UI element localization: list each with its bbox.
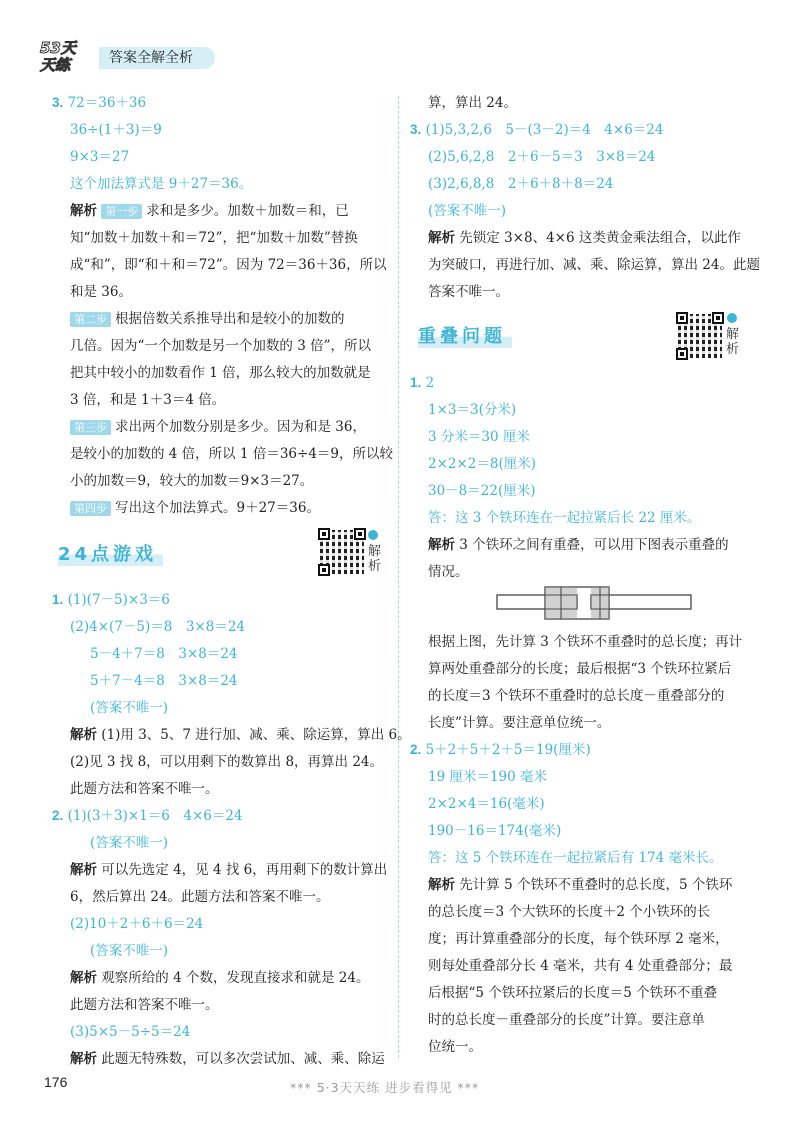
step-tag: 第三步 <box>70 420 111 435</box>
text-line: 位统一。 <box>428 1039 482 1055</box>
overlap-diagram <box>495 585 695 623</box>
header-title: 答案全解全析 <box>99 47 215 69</box>
q-number: 2. <box>410 742 422 757</box>
play-icon <box>368 530 378 540</box>
text-line: 3 倍，和是 1＋3＝4 倍。 <box>70 392 226 408</box>
answer-line: 9×3＝27 <box>70 149 130 165</box>
text-line: 和是 36。 <box>70 284 132 300</box>
answer-line: (3)5×5－5÷5＝24 <box>70 1024 191 1040</box>
text-line: 写出这个加法算式。9＋27＝36。 <box>115 500 320 516</box>
answer-line: (答案不唯一) <box>90 700 169 716</box>
footer-slogan: *** 5·3天天练 进步看得见 *** <box>290 1080 480 1095</box>
text-line: 观察所给的 4 个数，发现直接求和就是 24。 <box>101 970 370 986</box>
qr-code <box>318 528 366 576</box>
text-line: 求和是多少。加数＋加数＝和，已 <box>146 203 349 219</box>
text-line: 则每处重叠部分长 4 毫米，共有 4 处重叠部分；最 <box>428 958 733 974</box>
column-divider <box>398 96 399 1058</box>
section-title: 24点游戏 <box>58 540 163 566</box>
answer-line: (3)2,6,8,8 2＋6＋8＋8＝24 <box>428 176 614 192</box>
text-line: 是较小的加数的 4 倍，所以 1 倍＝36÷4＝9，所以较 <box>70 446 394 462</box>
text-line: 此题方法和答案不唯一。 <box>70 781 219 797</box>
text-line: 此题无特殊数，可以多次尝试加、减、乘、除运 <box>101 1051 385 1067</box>
text-line: 可以先选定 4，见 4 找 6，再用剩下的数计算出 <box>101 862 388 878</box>
q-number: 3. <box>410 122 422 137</box>
text-line: 成“和”，即“和＋和＝72”。因为 72＝36＋36，所以 <box>70 257 387 273</box>
answer-line: 这个加法算式是 9＋27＝36。 <box>70 176 253 192</box>
answer-line: 30－8＝22(厘米) <box>428 483 536 499</box>
q-number: 3. <box>52 95 64 110</box>
answer-line: 5－4＋7＝8 3×8＝24 <box>90 646 238 662</box>
analysis-label: 解析 <box>70 727 97 743</box>
text-line: 的总长度＝3 个大铁环的长度＋2 个小铁环的长 <box>428 904 711 920</box>
analysis-label: 解析 <box>70 203 97 219</box>
text-line: 小的加数＝9，较大的加数＝9×3＝27。 <box>70 473 314 489</box>
answer-line: 1×3＝3(分米) <box>428 402 517 418</box>
text-line: 算两处重叠部分的长度；最后根据“3 个铁环拉紧后 <box>428 661 732 677</box>
text-line: 先计算 5 个铁环不重叠时的总长度，5 个铁环 <box>459 877 733 893</box>
analysis-label: 解析 <box>70 1051 97 1067</box>
answer-line: 3 分米＝30 厘米 <box>428 429 530 445</box>
text-line: (1)用 3、5、7 进行加、减、乘、除运算，算出 6。 <box>101 727 411 743</box>
logo <box>40 40 100 76</box>
text-line: 为突破口，再进行加、减、乘、除运算，算出 24。此题 <box>428 257 760 273</box>
answer-line: 190－16＝174(毫米) <box>428 823 562 839</box>
text-line: 长度”计算。要注意单位统一。 <box>428 715 611 731</box>
q-number: 2. <box>52 808 64 823</box>
qr-label: 解析 <box>726 327 740 357</box>
answer-line: 2×2×2＝8(厘米) <box>428 456 537 472</box>
text-line: 度；再计算重叠部分的长度，每个铁环厚 2 毫米， <box>428 931 729 947</box>
answer-line: (2)10＋2＋6＋6＝24 <box>70 916 204 932</box>
answer-line: (2)5,6,2,8 2＋6－5＝3 3×8＝24 <box>428 149 656 165</box>
text-line: 答案不唯一。 <box>428 284 509 300</box>
answer-line: (1)(7－5)×3＝6 <box>67 592 170 608</box>
text-line: (2)见 3 找 8，可以用剩下的数算出 8，再算出 24。 <box>70 754 384 770</box>
answer-line: 19 厘米＝190 毫米 <box>428 769 548 785</box>
answer-line: (2)4×(7－5)＝8 3×8＝24 <box>70 619 245 635</box>
text-line: 根据上图，先计算 3 个铁环不重叠时的总长度；再计 <box>428 634 743 650</box>
qr-code <box>676 312 724 360</box>
analysis-label: 解析 <box>70 970 97 986</box>
answer-line: (答案不唯一) <box>90 943 169 959</box>
text-line: 后根据“5 个铁环拉紧后的长度＝5 个铁环不重叠 <box>428 985 718 1001</box>
answer-line: 答：这 3 个铁环连在一起拉紧后长 22 厘米。 <box>428 510 701 526</box>
text-line: 求出两个加数分别是多少。因为和是 36， <box>115 419 366 435</box>
analysis-label: 解析 <box>428 537 455 553</box>
answer-line: 2×2×4＝16(毫米) <box>428 796 545 812</box>
text-line: 情况。 <box>428 564 469 580</box>
section-title: 重叠问题 <box>418 322 512 348</box>
answer-line: 答：这 5 个铁环连在一起拉紧后有 174 毫米长。 <box>428 850 723 866</box>
qr-label: 解析 <box>368 544 382 574</box>
text-line: 先锁定 3×8、4×6 这类黄金乘法组合，以此作 <box>459 230 741 246</box>
analysis-label: 解析 <box>70 862 97 878</box>
answer-line: 72＝36＋36 <box>67 95 147 111</box>
text-line: 3 个铁环之间有重叠，可以用下图表示重叠的 <box>459 537 729 553</box>
answer-line: (答案不唯一) <box>90 835 169 851</box>
logo-text: 53天天练 <box>40 39 76 74</box>
answer-line: 5＋7－4＝8 3×8＝24 <box>90 673 238 689</box>
text-line: 把其中较小的加数看作 1 倍，那么较大的加数就是 <box>70 365 371 381</box>
step-tag: 第四步 <box>70 501 111 516</box>
q-number: 1. <box>52 592 64 607</box>
q-number: 1. <box>410 375 422 390</box>
step-tag: 第一步 <box>101 204 142 219</box>
answer-line: (1)5,3,2,6 5－(3－2)＝4 4×6＝24 <box>425 122 664 138</box>
play-icon <box>727 313 737 323</box>
page-number: 176 <box>44 1074 68 1090</box>
answer-line: (1)(3＋3)×1＝6 4×6＝24 <box>67 808 243 824</box>
analysis-label: 解析 <box>428 877 455 893</box>
text-line: 算，算出 24。 <box>428 95 517 111</box>
text-line: 根据倍数关系推导出和是较小的加数的 <box>115 311 345 327</box>
text-line: 知“加数＋加数＋和＝72”，把“加数＋加数”替换 <box>70 230 358 246</box>
text-line: 6，然后算出 24。此题方法和答案不唯一。 <box>70 889 330 905</box>
analysis-label: 解析 <box>428 230 455 246</box>
answer-line: 36÷(1＋3)＝9 <box>70 122 162 138</box>
text-line: 时的总长度－重叠部分的长度”计算。要注意单 <box>428 1012 705 1028</box>
answer-line: 5＋2＋5＋2＋5＝19(厘米) <box>425 742 591 758</box>
text-line: 此题方法和答案不唯一。 <box>70 997 219 1013</box>
step-tag: 第二步 <box>70 312 111 327</box>
answer-line: 2 <box>425 375 435 391</box>
answer-line: (答案不唯一) <box>428 203 507 219</box>
text-line: 的长度＝3 个铁环不重叠时的总长度－重叠部分的 <box>428 688 725 704</box>
text-line: 几倍。因为“一个加数是另一个加数的 3 倍”，所以 <box>70 338 371 354</box>
